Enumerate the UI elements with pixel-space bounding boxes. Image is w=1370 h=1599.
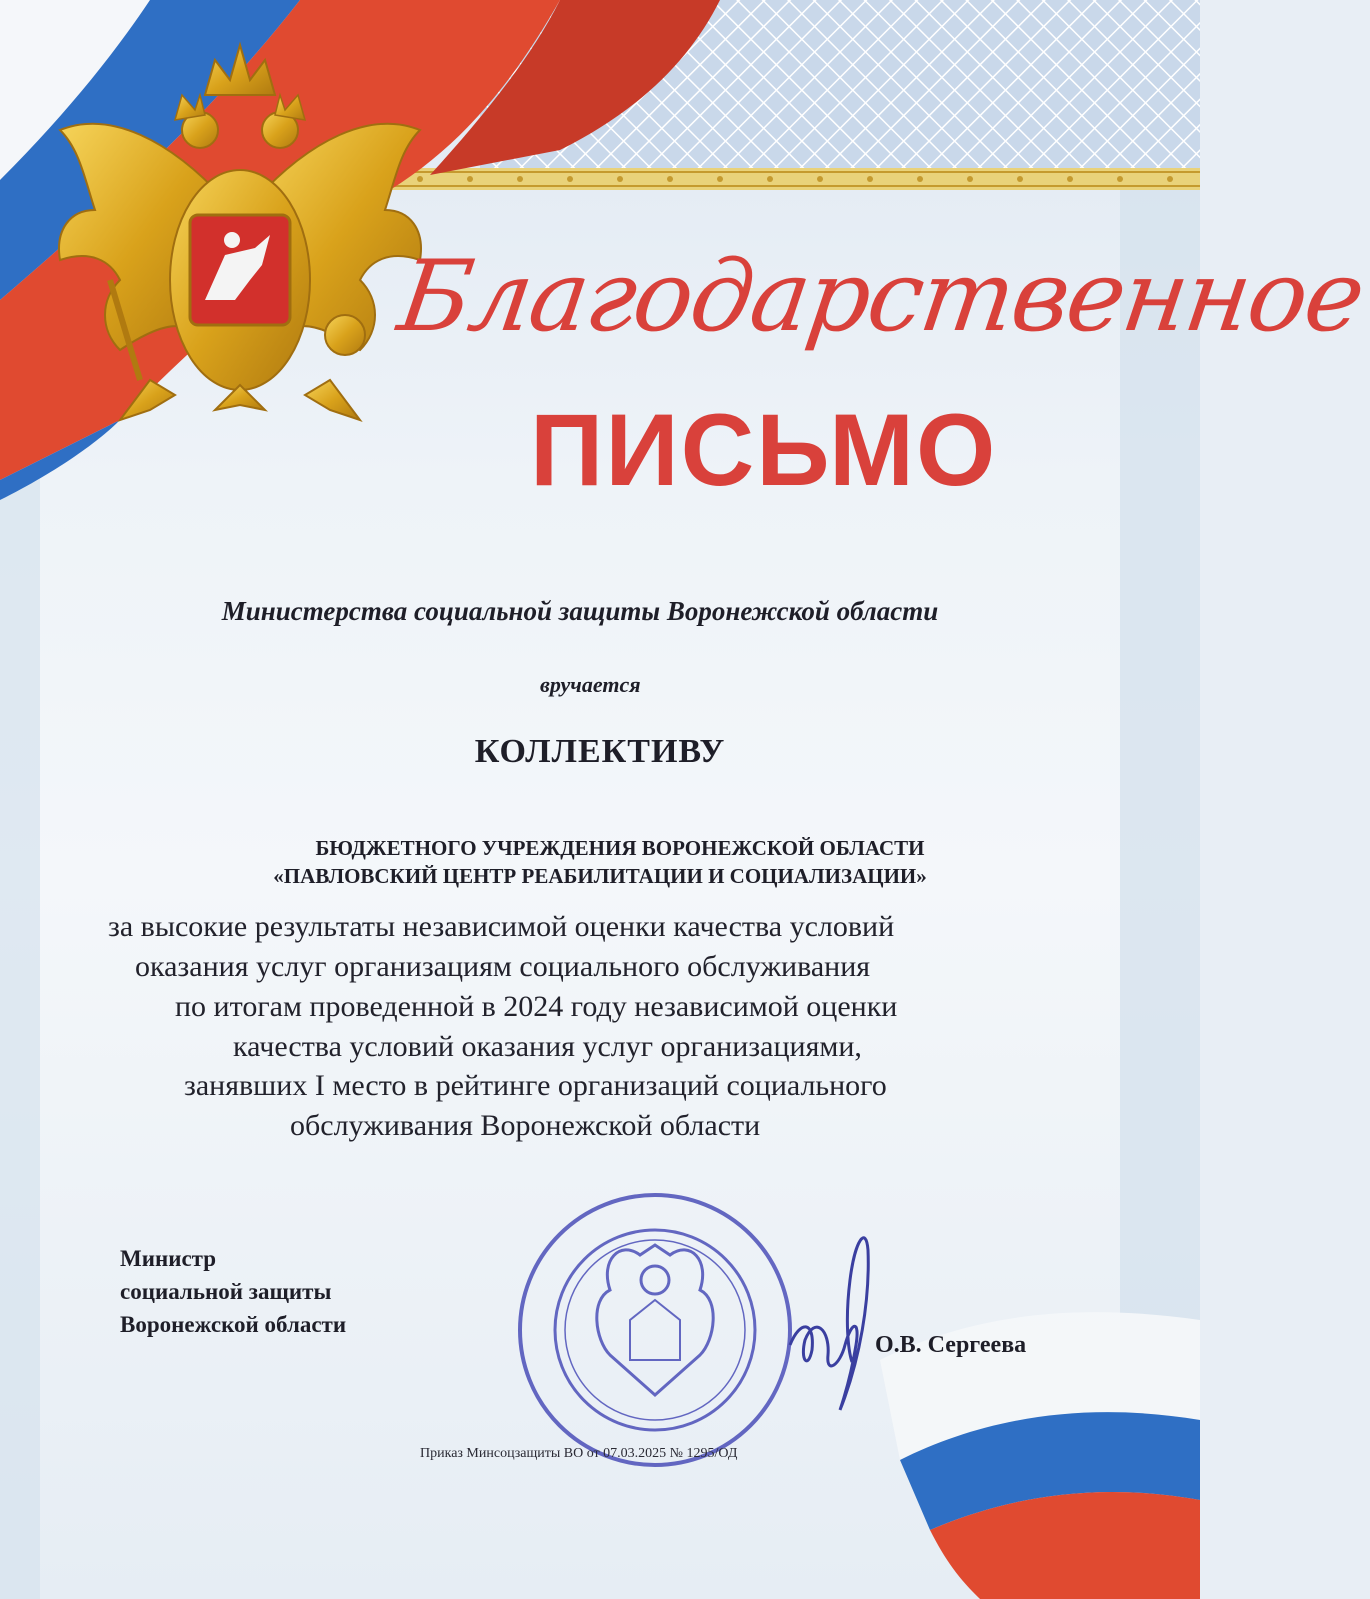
signer-position-line: социальной защиты (120, 1279, 332, 1304)
signer-position-line: Министр (120, 1246, 217, 1271)
order-reference: Приказ Минсоцзащиты ВО от 07.03.2025 № 1295/ОД (420, 1446, 738, 1461)
handwritten-signature (790, 1238, 868, 1410)
ministry-stamp (520, 1195, 790, 1465)
reason-line: оказания услуг организациям социального обслуживания (135, 950, 871, 983)
reason-line: по итогам проведенной в 2024 году независимой оценки (175, 990, 898, 1023)
organization-line-1: БЮДЖЕТНОГО УЧРЕЖДЕНИЯ ВОРОНЕЖСКОЙ ОБЛАСТИ (315, 836, 925, 860)
signer-name: О.В. Сергеева (875, 1332, 1027, 1358)
organization-line-2: «ПАВЛОВСКИЙ ЦЕНТР РЕАБИЛИТАЦИИ И СОЦИАЛИЗАЦИИ» (273, 864, 927, 888)
reason-line: занявших I место в рейтинге организаций социального (184, 1069, 887, 1102)
title-main: ПИСЬМО (530, 393, 998, 507)
issuer-line: Министерства социальной защиты Воронежской области (221, 596, 939, 626)
reason-line: обслуживания Воронежской области (290, 1109, 761, 1142)
title-script: Благодарственное (391, 240, 1370, 354)
recipient-heading: КОЛЛЕКТИВУ (474, 733, 726, 770)
presented-line: вручается (540, 672, 641, 697)
reason-line: качества условий оказания услуг организациями, (233, 1030, 862, 1063)
signer-position (120, 1242, 346, 1341)
reason-line: за высокие результаты независимой оценки качества условий (108, 910, 895, 943)
signer-position-line: Воронежской области (120, 1312, 347, 1337)
